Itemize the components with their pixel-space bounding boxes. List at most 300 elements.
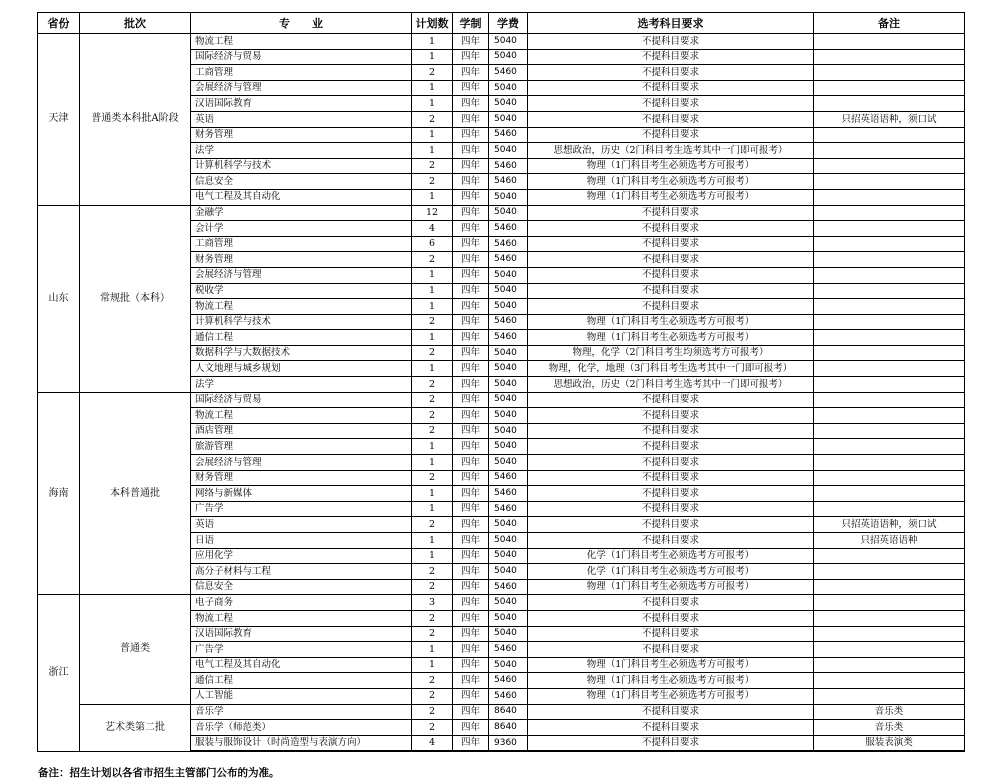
- major-cell: 电气工程及其自动化: [191, 189, 412, 205]
- subject-requirement-cell: 不提科目要求: [528, 517, 814, 533]
- duration-cell: 四年: [453, 80, 489, 96]
- admission-plan-table: [37, 12, 965, 752]
- batch-cell: 普通类本科批A阶段: [80, 34, 191, 206]
- subject-requirement-cell: 物理（1门科目考生必须选考方可报考）: [528, 688, 814, 704]
- tuition-cell: 5040: [489, 626, 528, 642]
- subject-requirement-cell: 不提科目要求: [528, 642, 814, 658]
- tuition-cell: 5040: [489, 49, 528, 65]
- batch-cell: 常规批（本科）: [80, 205, 191, 392]
- tuition-cell: 5040: [489, 345, 528, 361]
- batch-cell: 本科普通批: [80, 392, 191, 595]
- tuition-cell: 5040: [489, 377, 528, 393]
- duration-cell: 四年: [453, 345, 489, 361]
- tuition-cell: 5040: [489, 143, 528, 159]
- tuition-cell: 5040: [489, 267, 528, 283]
- subject-requirement-cell: 物理（1门科目考生必须选考方可报考）: [528, 158, 814, 174]
- tuition-cell: 5460: [489, 127, 528, 143]
- remarks-cell: [814, 657, 965, 673]
- major-cell: 会展经济与管理: [191, 267, 412, 283]
- major-cell: 音乐学: [191, 704, 412, 720]
- remarks-cell: [814, 455, 965, 471]
- duration-cell: 四年: [453, 127, 489, 143]
- tuition-cell: 5460: [489, 174, 528, 190]
- subject-requirement-cell: 不提科目要求: [528, 486, 814, 502]
- plan-count-cell: 1: [412, 486, 453, 502]
- remarks-cell: [814, 423, 965, 439]
- remarks-cell: 只招英语语种: [814, 533, 965, 549]
- tuition-cell: 5040: [489, 96, 528, 112]
- plan-count-cell: 12: [412, 205, 453, 221]
- major-cell: 金融学: [191, 205, 412, 221]
- tuition-cell: 5040: [489, 408, 528, 424]
- duration-cell: 四年: [453, 626, 489, 642]
- subject-requirement-cell: 思想政治，历史（2门科目考生选考其中一门即可报考）: [528, 377, 814, 393]
- subject-requirement-cell: 不提科目要求: [528, 501, 814, 517]
- plan-count-cell: 2: [412, 720, 453, 736]
- remarks-cell: [814, 361, 965, 377]
- plan-count-cell: 1: [412, 548, 453, 564]
- plan-count-cell: 2: [412, 65, 453, 81]
- plan-count-cell: 2: [412, 673, 453, 689]
- duration-cell: 四年: [453, 486, 489, 502]
- tuition-cell: 5460: [489, 252, 528, 268]
- major-cell: 物流工程: [191, 299, 412, 315]
- tuition-cell: 5460: [489, 501, 528, 517]
- remarks-cell: [814, 267, 965, 283]
- duration-cell: 四年: [453, 595, 489, 611]
- major-cell: 国际经济与贸易: [191, 49, 412, 65]
- major-cell: 税收学: [191, 283, 412, 299]
- header-province: 省份: [38, 13, 80, 34]
- remarks-cell: 只招英语语种，须口试: [814, 111, 965, 127]
- header-plan-count: 计划数: [412, 13, 453, 34]
- tuition-cell: 5040: [489, 455, 528, 471]
- duration-cell: 四年: [453, 579, 489, 595]
- tuition-cell: 5040: [489, 533, 528, 549]
- major-cell: 国际经济与贸易: [191, 392, 412, 408]
- subject-requirement-cell: 物理（1门科目考生必须选考方可报考）: [528, 330, 814, 346]
- plan-count-cell: 2: [412, 408, 453, 424]
- major-cell: 计算机科学与技术: [191, 314, 412, 330]
- major-cell: 人文地理与城乡规划: [191, 361, 412, 377]
- duration-cell: 四年: [453, 673, 489, 689]
- major-cell: 英语: [191, 517, 412, 533]
- major-cell: 酒店管理: [191, 423, 412, 439]
- tuition-cell: 5040: [489, 423, 528, 439]
- tuition-cell: 8640: [489, 704, 528, 720]
- remarks-cell: [814, 345, 965, 361]
- major-cell: 服装与服饰设计（时尚造型与表演方向）: [191, 735, 412, 751]
- remarks-cell: [814, 330, 965, 346]
- tuition-cell: 5040: [489, 595, 528, 611]
- tuition-cell: 5040: [489, 439, 528, 455]
- duration-cell: 四年: [453, 377, 489, 393]
- duration-cell: 四年: [453, 65, 489, 81]
- tuition-cell: 5460: [489, 579, 528, 595]
- tuition-cell: 5040: [489, 548, 528, 564]
- duration-cell: 四年: [453, 267, 489, 283]
- major-cell: 广告学: [191, 642, 412, 658]
- major-cell: 电气工程及其自动化: [191, 657, 412, 673]
- subject-requirement-cell: 不提科目要求: [528, 610, 814, 626]
- subject-requirement-cell: 不提科目要求: [528, 299, 814, 315]
- subject-requirement-cell: 不提科目要求: [528, 80, 814, 96]
- remarks-cell: [814, 49, 965, 65]
- remarks-cell: [814, 127, 965, 143]
- duration-cell: 四年: [453, 299, 489, 315]
- subject-requirement-cell: 不提科目要求: [528, 111, 814, 127]
- duration-cell: 四年: [453, 735, 489, 751]
- remarks-cell: [814, 548, 965, 564]
- remarks-cell: [814, 236, 965, 252]
- header-tuition: 学费: [489, 13, 528, 34]
- subject-requirement-cell: 不提科目要求: [528, 533, 814, 549]
- plan-count-cell: 2: [412, 626, 453, 642]
- province-cell: 浙江: [38, 595, 80, 751]
- remarks-cell: [814, 158, 965, 174]
- major-cell: 音乐学（师范类）: [191, 720, 412, 736]
- plan-count-cell: 1: [412, 127, 453, 143]
- plan-count-cell: 3: [412, 595, 453, 611]
- plan-count-cell: 1: [412, 143, 453, 159]
- duration-cell: 四年: [453, 174, 489, 190]
- subject-requirement-cell: 不提科目要求: [528, 470, 814, 486]
- subject-requirement-cell: 不提科目要求: [528, 127, 814, 143]
- plan-count-cell: 1: [412, 49, 453, 65]
- remarks-cell: [814, 610, 965, 626]
- subject-requirement-cell: 不提科目要求: [528, 252, 814, 268]
- subject-requirement-cell: 不提科目要求: [528, 595, 814, 611]
- tuition-cell: 5460: [489, 330, 528, 346]
- plan-count-cell: 2: [412, 579, 453, 595]
- remarks-cell: [814, 65, 965, 81]
- subject-requirement-cell: 物理（1门科目考生必须选考方可报考）: [528, 189, 814, 205]
- subject-requirement-cell: 不提科目要求: [528, 221, 814, 237]
- remarks-cell: 服装表演类: [814, 735, 965, 751]
- table-row: [38, 704, 965, 720]
- major-cell: 工商管理: [191, 236, 412, 252]
- batch-cell: 普通类: [80, 595, 191, 704]
- subject-requirement-cell: 不提科目要求: [528, 626, 814, 642]
- remarks-cell: [814, 96, 965, 112]
- major-cell: 物流工程: [191, 34, 412, 50]
- subject-requirement-cell: 不提科目要求: [528, 34, 814, 50]
- remarks-cell: [814, 205, 965, 221]
- plan-count-cell: 2: [412, 345, 453, 361]
- major-cell: 广告学: [191, 501, 412, 517]
- remarks-cell: [814, 314, 965, 330]
- duration-cell: 四年: [453, 236, 489, 252]
- tuition-cell: 5460: [489, 158, 528, 174]
- major-cell: 工商管理: [191, 65, 412, 81]
- duration-cell: 四年: [453, 501, 489, 517]
- remarks-cell: [814, 221, 965, 237]
- subject-requirement-cell: 不提科目要求: [528, 236, 814, 252]
- duration-cell: 四年: [453, 283, 489, 299]
- tuition-cell: 5040: [489, 205, 528, 221]
- major-cell: 数据科学与大数据技术: [191, 345, 412, 361]
- subject-requirement-cell: 物理（1门科目考生必须选考方可报考）: [528, 657, 814, 673]
- major-cell: 高分子材料与工程: [191, 564, 412, 580]
- subject-requirement-cell: 不提科目要求: [528, 392, 814, 408]
- tuition-cell: 5040: [489, 283, 528, 299]
- major-cell: 网络与新媒体: [191, 486, 412, 502]
- major-cell: 会计学: [191, 221, 412, 237]
- subject-requirement-cell: 物理（1门科目考生必须选考方可报考）: [528, 314, 814, 330]
- duration-cell: 四年: [453, 423, 489, 439]
- major-cell: 财务管理: [191, 470, 412, 486]
- plan-count-cell: 4: [412, 221, 453, 237]
- tuition-cell: 5040: [489, 189, 528, 205]
- tuition-cell: 5040: [489, 392, 528, 408]
- table-row: [38, 205, 965, 221]
- header-remarks: 备注: [814, 13, 965, 34]
- tuition-cell: 9360: [489, 735, 528, 751]
- plan-count-cell: 2: [412, 688, 453, 704]
- remarks-cell: [814, 626, 965, 642]
- tuition-cell: 5460: [489, 65, 528, 81]
- plan-count-cell: 1: [412, 283, 453, 299]
- duration-cell: 四年: [453, 314, 489, 330]
- subject-requirement-cell: 思想政治，历史（2门科目考生选考其中一门即可报考）: [528, 143, 814, 159]
- duration-cell: 四年: [453, 34, 489, 50]
- duration-cell: 四年: [453, 564, 489, 580]
- tuition-cell: 5460: [489, 688, 528, 704]
- header-batch: 批次: [80, 13, 191, 34]
- plan-count-cell: 2: [412, 610, 453, 626]
- subject-requirement-cell: 化学（1门科目考生必须选考方可报考）: [528, 548, 814, 564]
- remarks-cell: 音乐类: [814, 720, 965, 736]
- tuition-cell: 5460: [489, 314, 528, 330]
- remarks-cell: [814, 486, 965, 502]
- major-cell: 信息安全: [191, 174, 412, 190]
- tuition-cell: 5040: [489, 111, 528, 127]
- duration-cell: 四年: [453, 548, 489, 564]
- subject-requirement-cell: 不提科目要求: [528, 408, 814, 424]
- plan-count-cell: 2: [412, 252, 453, 268]
- remarks-cell: [814, 377, 965, 393]
- plan-count-cell: 1: [412, 267, 453, 283]
- subject-requirement-cell: 不提科目要求: [528, 455, 814, 471]
- plan-count-cell: 2: [412, 423, 453, 439]
- remarks-cell: [814, 673, 965, 689]
- major-cell: 会展经济与管理: [191, 455, 412, 471]
- tuition-cell: 5040: [489, 610, 528, 626]
- duration-cell: 四年: [453, 189, 489, 205]
- remarks-cell: [814, 283, 965, 299]
- major-cell: 财务管理: [191, 127, 412, 143]
- plan-count-cell: 2: [412, 517, 453, 533]
- tuition-cell: 5040: [489, 34, 528, 50]
- major-cell: 财务管理: [191, 252, 412, 268]
- remarks-cell: 只招英语语种，须口试: [814, 517, 965, 533]
- subject-requirement-cell: 不提科目要求: [528, 439, 814, 455]
- remarks-cell: 音乐类: [814, 704, 965, 720]
- duration-cell: 四年: [453, 361, 489, 377]
- subject-requirement-cell: 不提科目要求: [528, 720, 814, 736]
- table-header-row: [38, 13, 965, 34]
- duration-cell: 四年: [453, 330, 489, 346]
- remarks-cell: [814, 642, 965, 658]
- major-cell: 英语: [191, 111, 412, 127]
- major-cell: 应用化学: [191, 548, 412, 564]
- duration-cell: 四年: [453, 720, 489, 736]
- major-cell: 信息安全: [191, 579, 412, 595]
- remarks-cell: [814, 34, 965, 50]
- duration-cell: 四年: [453, 392, 489, 408]
- tuition-cell: 5040: [489, 657, 528, 673]
- tuition-cell: 5460: [489, 221, 528, 237]
- duration-cell: 四年: [453, 470, 489, 486]
- subject-requirement-cell: 不提科目要求: [528, 96, 814, 112]
- province-cell: 海南: [38, 392, 80, 595]
- plan-count-cell: 1: [412, 455, 453, 471]
- plan-count-cell: 1: [412, 96, 453, 112]
- duration-cell: 四年: [453, 111, 489, 127]
- major-cell: 法学: [191, 143, 412, 159]
- plan-count-cell: 2: [412, 111, 453, 127]
- plan-count-cell: 2: [412, 314, 453, 330]
- major-cell: 汉语国际教育: [191, 96, 412, 112]
- tuition-cell: 5040: [489, 361, 528, 377]
- duration-cell: 四年: [453, 221, 489, 237]
- tuition-cell: 8640: [489, 720, 528, 736]
- duration-cell: 四年: [453, 642, 489, 658]
- subject-requirement-cell: 不提科目要求: [528, 704, 814, 720]
- plan-count-cell: 4: [412, 735, 453, 751]
- tuition-cell: 5460: [489, 673, 528, 689]
- table-row: [38, 34, 965, 50]
- tuition-cell: 5040: [489, 299, 528, 315]
- duration-cell: 四年: [453, 533, 489, 549]
- major-cell: 人工智能: [191, 688, 412, 704]
- duration-cell: 四年: [453, 96, 489, 112]
- header-subject-requirement: 选考科目要求: [528, 13, 814, 34]
- plan-count-cell: 2: [412, 158, 453, 174]
- major-cell: 物流工程: [191, 610, 412, 626]
- tuition-cell: 5040: [489, 517, 528, 533]
- major-cell: 法学: [191, 377, 412, 393]
- duration-cell: 四年: [453, 252, 489, 268]
- remarks-cell: [814, 174, 965, 190]
- header-duration: 学制: [453, 13, 489, 34]
- table-row: [38, 392, 965, 408]
- major-cell: 电子商务: [191, 595, 412, 611]
- duration-cell: 四年: [453, 657, 489, 673]
- tuition-cell: 5040: [489, 564, 528, 580]
- plan-count-cell: 6: [412, 236, 453, 252]
- duration-cell: 四年: [453, 408, 489, 424]
- plan-count-cell: 1: [412, 657, 453, 673]
- plan-count-cell: 2: [412, 377, 453, 393]
- remarks-cell: [814, 470, 965, 486]
- plan-count-cell: 2: [412, 174, 453, 190]
- plan-count-cell: 1: [412, 642, 453, 658]
- plan-count-cell: 1: [412, 533, 453, 549]
- plan-count-cell: 1: [412, 80, 453, 96]
- major-cell: 日语: [191, 533, 412, 549]
- subject-requirement-cell: 不提科目要求: [528, 423, 814, 439]
- tuition-cell: 5460: [489, 642, 528, 658]
- duration-cell: 四年: [453, 49, 489, 65]
- duration-cell: 四年: [453, 688, 489, 704]
- subject-requirement-cell: 不提科目要求: [528, 283, 814, 299]
- duration-cell: 四年: [453, 143, 489, 159]
- plan-count-cell: 2: [412, 564, 453, 580]
- remarks-cell: [814, 299, 965, 315]
- plan-count-cell: 1: [412, 439, 453, 455]
- major-cell: 物流工程: [191, 408, 412, 424]
- major-cell: 通信工程: [191, 673, 412, 689]
- subject-requirement-cell: 物理，化学（2门科目考生均须选考方可报考）: [528, 345, 814, 361]
- province-cell: 山东: [38, 205, 80, 392]
- subject-requirement-cell: 物理，化学，地理（3门科目考生选考其中一门即可报考）: [528, 361, 814, 377]
- major-cell: 旅游管理: [191, 439, 412, 455]
- major-cell: 汉语国际教育: [191, 626, 412, 642]
- remarks-cell: [814, 408, 965, 424]
- remarks-cell: [814, 392, 965, 408]
- major-cell: 计算机科学与技术: [191, 158, 412, 174]
- duration-cell: 四年: [453, 517, 489, 533]
- major-cell: 通信工程: [191, 330, 412, 346]
- duration-cell: 四年: [453, 205, 489, 221]
- remarks-cell: [814, 564, 965, 580]
- plan-count-cell: 2: [412, 392, 453, 408]
- major-cell: 会展经济与管理: [191, 80, 412, 96]
- subject-requirement-cell: 不提科目要求: [528, 205, 814, 221]
- subject-requirement-cell: 不提科目要求: [528, 735, 814, 751]
- remarks-cell: [814, 595, 965, 611]
- subject-requirement-cell: 化学（1门科目考生必须选考方可报考）: [528, 564, 814, 580]
- duration-cell: 四年: [453, 704, 489, 720]
- remarks-cell: [814, 439, 965, 455]
- plan-count-cell: 2: [412, 704, 453, 720]
- remarks-cell: [814, 252, 965, 268]
- remarks-cell: [814, 143, 965, 159]
- duration-cell: 四年: [453, 455, 489, 471]
- plan-count-cell: 1: [412, 34, 453, 50]
- tuition-cell: 5460: [489, 236, 528, 252]
- tuition-cell: 5040: [489, 80, 528, 96]
- plan-count-cell: 1: [412, 501, 453, 517]
- header-major: 专 业: [191, 13, 412, 34]
- subject-requirement-cell: 不提科目要求: [528, 267, 814, 283]
- duration-cell: 四年: [453, 158, 489, 174]
- duration-cell: 四年: [453, 610, 489, 626]
- plan-count-cell: 1: [412, 299, 453, 315]
- plan-count-cell: 1: [412, 189, 453, 205]
- tuition-cell: 5460: [489, 486, 528, 502]
- subject-requirement-cell: 不提科目要求: [528, 65, 814, 81]
- duration-cell: 四年: [453, 439, 489, 455]
- remarks-cell: [814, 579, 965, 595]
- tuition-cell: 5460: [489, 470, 528, 486]
- subject-requirement-cell: 物理（1门科目考生必须选考方可报考）: [528, 174, 814, 190]
- subject-requirement-cell: 不提科目要求: [528, 49, 814, 65]
- remarks-cell: [814, 189, 965, 205]
- remarks-cell: [814, 80, 965, 96]
- batch-cell: 艺术类第二批: [80, 704, 191, 751]
- plan-count-cell: 1: [412, 361, 453, 377]
- footnote: 备注：招生计划以各省市招生主管部门公布的为准。: [38, 767, 280, 779]
- plan-count-cell: 2: [412, 470, 453, 486]
- plan-count-cell: 1: [412, 330, 453, 346]
- remarks-cell: [814, 688, 965, 704]
- remarks-cell: [814, 501, 965, 517]
- subject-requirement-cell: 物理（1门科目考生必须选考方可报考）: [528, 673, 814, 689]
- province-cell: 天津: [38, 34, 80, 206]
- table-row: [38, 595, 965, 611]
